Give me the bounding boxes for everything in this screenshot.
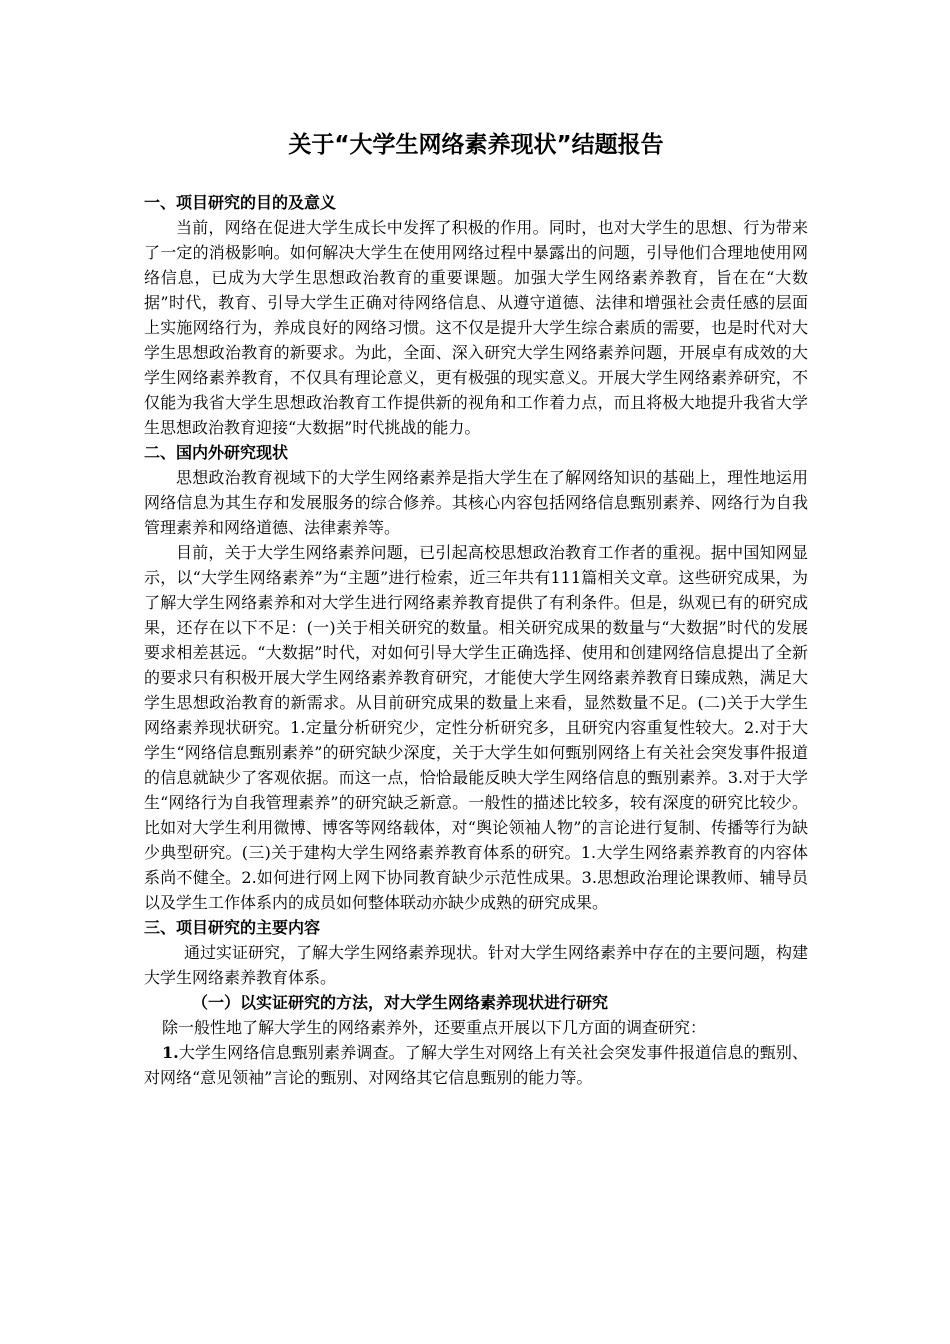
paragraph-survey-item-1: [144, 1040, 808, 1090]
paragraph-current-research: 目前，关于大学生网络素养问题，已引起高校思想政治教育工作者的重视。据中国知网显示，以“大学生网络素养”为“主题”进行检索，近三年共有111篇相关文章。这些研究成果，为了解大学生网络素养和对大学生进行网络素养教育提供了有利条件。但是，纵观已有的研究成果，还存在以下不足：(一)关于相关研究的数量。相关研究成果的数量与“大数据”时代的发展要求相差甚远。“大数据”时代，对如何引导大学生正确选择、使用和创建网络信息提出了全新的要求只有积极开展大学生网络素养教育研究，才能使大学生网络素养教育日臻成熟，满足大学生思想政治教育的新需求。从目前研究成果的数量上来看，显然数量不足。(二)关于大学生网络素养现状研究。1.定量分析研究少，定性分析研究多，且研究内容重复性较大。2.对于大学生“网络信息甄别素养”的研究缺少深度，关于大学生如何甄别网络上有关社会突发事件报道的信息就缺少了客观依据。而这一点，恰恰最能反映大学生网络信息的甄别素养。3.对于大学生“网络行为自我管理素养”的研究缺乏新意。一般性的描述比较多，较有深度的研究比较少。比如对大学生利用微博、博客等网络载体，对“舆论领袖人物”的言论进行复制、传播等行为缺少典型研究。(三)关于建构大学生网络素养教育体系的研究。1.大学生网络素养教育的内容体系尚不健全。2.如何进行网上网下协同教育缺少示范性成果。3.思想政治理论课教师、辅导员以及学生工作体系内的成员如何整体联动亦缺少成熟的研究成果。: [144, 543, 808, 912]
section-heading-purpose: 一、项目研究的目的及意义: [144, 193, 337, 212]
paragraph-main-content: 通过实证研究，了解大学生网络素养现状。针对大学生网络素养中存在的主要问题，构建大学生网络素养教育体系。: [144, 943, 809, 987]
survey-item-text: 大学生网络信息甄别素养调查。了解大学生对网络上有关社会突发事件报道信息的甄别、对网络“意见领袖”言论的甄别、对网络其它信息甄别的能力等。: [144, 1043, 808, 1087]
section-heading-main-content: 三、项目研究的主要内容: [144, 918, 321, 937]
paragraph-purpose: 当前，网络在促进大学生成长中发挥了积极的作用。同时，也对大学生的思想、行为带来了一定的消极影响。如何解决大学生在使用网络过程中暴露出的问题，引导他们合理地使用网络信息，已成为大学生思想政治教育的重要课题。加强大学生网络素养教育，旨在在“大数据”时代，教育、引导大学生正确对待网络信息、从遵守道德、法律和增强社会责任感的层面上实施网络行为，养成良好的网络习惯。这不仅是提升大学生综合素质的需要，也是时代对大学生思想政治教育的新要求。为此，全面、深入研究大学生网络素养问题，开展卓有成效的大学生网络素养教育，不仅具有理论意义，更有极强的现实意义。开展大学生网络素养研究，不仅能为我省大学生思想政治教育工作提供新的视角和工作着力点，而且将极大地提升我省大学生思想政治教育迎接“大数据”时代挑战的能力。: [144, 218, 808, 437]
document-page: [144, 128, 808, 1090]
section-heading-research-status: 二、国内外研究现状: [144, 443, 289, 462]
paragraph-definition: 思想政治教育视域下的大学生网络素养是指大学生在了解网络知识的基础上，理性地运用网络信息为其生存和发展服务的综合修养。其核心内容包括网络信息甄别素养、网络行为自我管理素养和网络道德、法律素养等。: [144, 468, 808, 537]
subsection-heading-empirical: （一）以实证研究的方法，对大学生网络素养现状进行研究: [192, 993, 609, 1012]
survey-item-number: 1.: [162, 1043, 179, 1062]
paragraph-survey-intro: 除一般性地了解大学生的网络素养外，还要重点开展以下几方面的调查研究：: [162, 1018, 707, 1037]
document-title: 关于“大学生网络素养现状”结题报告: [288, 132, 664, 158]
